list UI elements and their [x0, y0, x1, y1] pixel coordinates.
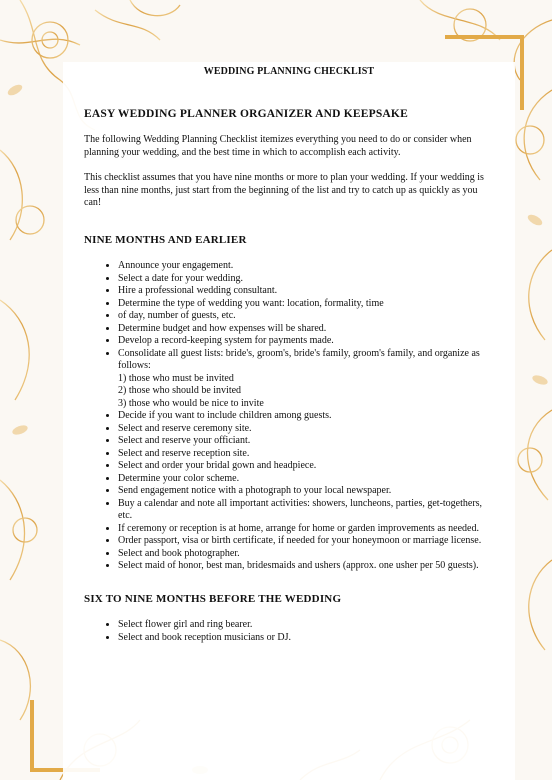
checklist-item	[118, 473, 494, 486]
checklist-item-text: • Announce your engagement.	[118, 260, 234, 271]
checklist-item	[118, 619, 494, 632]
checklist-item	[118, 560, 494, 573]
checklist-item-text: • Determine budget and how expenses will be shared.	[118, 322, 327, 334]
checklist-nine-months	[84, 260, 494, 573]
checklist-item	[118, 460, 494, 473]
checklist-item	[118, 523, 494, 536]
intro-paragraph-2: This checklist assumes that you have nine months or more to plan your wedding. If your wedding is less than nine months, just start from the beginning of the list and try to catch up as quickly as you can!	[84, 172, 484, 208]
section-heading-six-to-nine-months: SIX TO NINE MONTHS BEFORE THE WEDDING	[84, 592, 342, 605]
checklist-item	[118, 435, 494, 448]
checklist-item-text: • Send engagement notice with a photograph to your local newspaper.	[118, 485, 392, 496]
intro-paragraph-1: The following Wedding Planning Checklist itemizes everything you need to do or consider when planning your wedding, and the best time in which to accomplish each activity.	[84, 134, 472, 158]
checklist-item	[118, 448, 494, 461]
section-heading-nine-months: NINE MONTHS AND EARLIER	[84, 233, 247, 246]
checklist-item	[118, 498, 494, 523]
checklist-item	[118, 298, 494, 311]
checklist-item-text: • Order passport, visa or birth certificate, if needed for your honeymoon or marriage license.	[118, 535, 482, 546]
checklist-item-text: • Select maid of honor, best man, bridesmaids and ushers (approx. one usher per 50 guests).	[118, 560, 479, 571]
checklist-item	[118, 548, 494, 561]
checklist-item-text: • Select a date for your wedding.	[118, 272, 243, 284]
checklist-item	[118, 632, 494, 645]
checklist-item	[118, 348, 494, 411]
document-heading: EASY WEDDING PLANNER ORGANIZER AND KEEPSAKE	[84, 107, 408, 120]
checklist-item-text: • Select and book reception musicians or DJ.	[118, 631, 292, 643]
checklist-item-text: • Decide if you want to include children among guests.	[118, 410, 332, 421]
checklist-item	[118, 285, 494, 298]
document-body	[84, 66, 494, 644]
checklist-item	[118, 410, 494, 423]
checklist-item-text: • Select and reserve your officiant.	[118, 435, 251, 446]
checklist-item-text: • If ceremony or reception is at home, arrange for home or garden improvements as needed.	[118, 522, 479, 534]
document-title: WEDDING PLANNING CHECKLIST	[203, 66, 375, 77]
checklist-item-text: • Select and order your bridal gown and headpiece.	[118, 460, 317, 471]
checklist-item	[118, 323, 494, 336]
checklist-item-text: • of day, number of guests, etc.	[118, 310, 236, 321]
checklist-item	[118, 485, 494, 498]
checklist-item-text: 3) those who would be nice to invite	[118, 397, 264, 409]
checklist-item-text: • Select and reserve ceremony site.	[118, 422, 252, 434]
checklist-item-text: • Buy a calendar and note all important activities: showers, luncheons, parties, get-togethers, etc.	[118, 497, 483, 521]
checklist-item-text: • Select and reserve reception site.	[118, 447, 250, 459]
checklist-item-text: • Select and book photographer.	[118, 547, 240, 559]
checklist-item	[118, 260, 494, 273]
checklist-item-text: • Select flower girl and ring bearer.	[118, 619, 253, 630]
checklist-item-text: • Develop a record-keeping system for payments made.	[118, 335, 334, 346]
checklist-item	[118, 273, 494, 286]
checklist-item-text: • Determine your color scheme.	[118, 472, 240, 484]
checklist-item	[118, 310, 494, 323]
checklist-item	[118, 423, 494, 436]
checklist-item-text: • Consolidate all guest lists: bride's, groom's, bride's family, groom's family, and organize as follows:	[118, 347, 480, 371]
checklist-item	[118, 535, 494, 548]
checklist-item-text: 2) those who should be invited	[118, 385, 242, 396]
checklist-item-text: 1) those who must be invited	[118, 372, 234, 384]
checklist-item	[118, 335, 494, 348]
checklist-item-text: • Determine the type of wedding you want: location, formality, time	[118, 297, 384, 309]
checklist-six-to-nine-months	[84, 619, 494, 644]
checklist-item-text: • Hire a professional wedding consultant.	[118, 285, 278, 296]
